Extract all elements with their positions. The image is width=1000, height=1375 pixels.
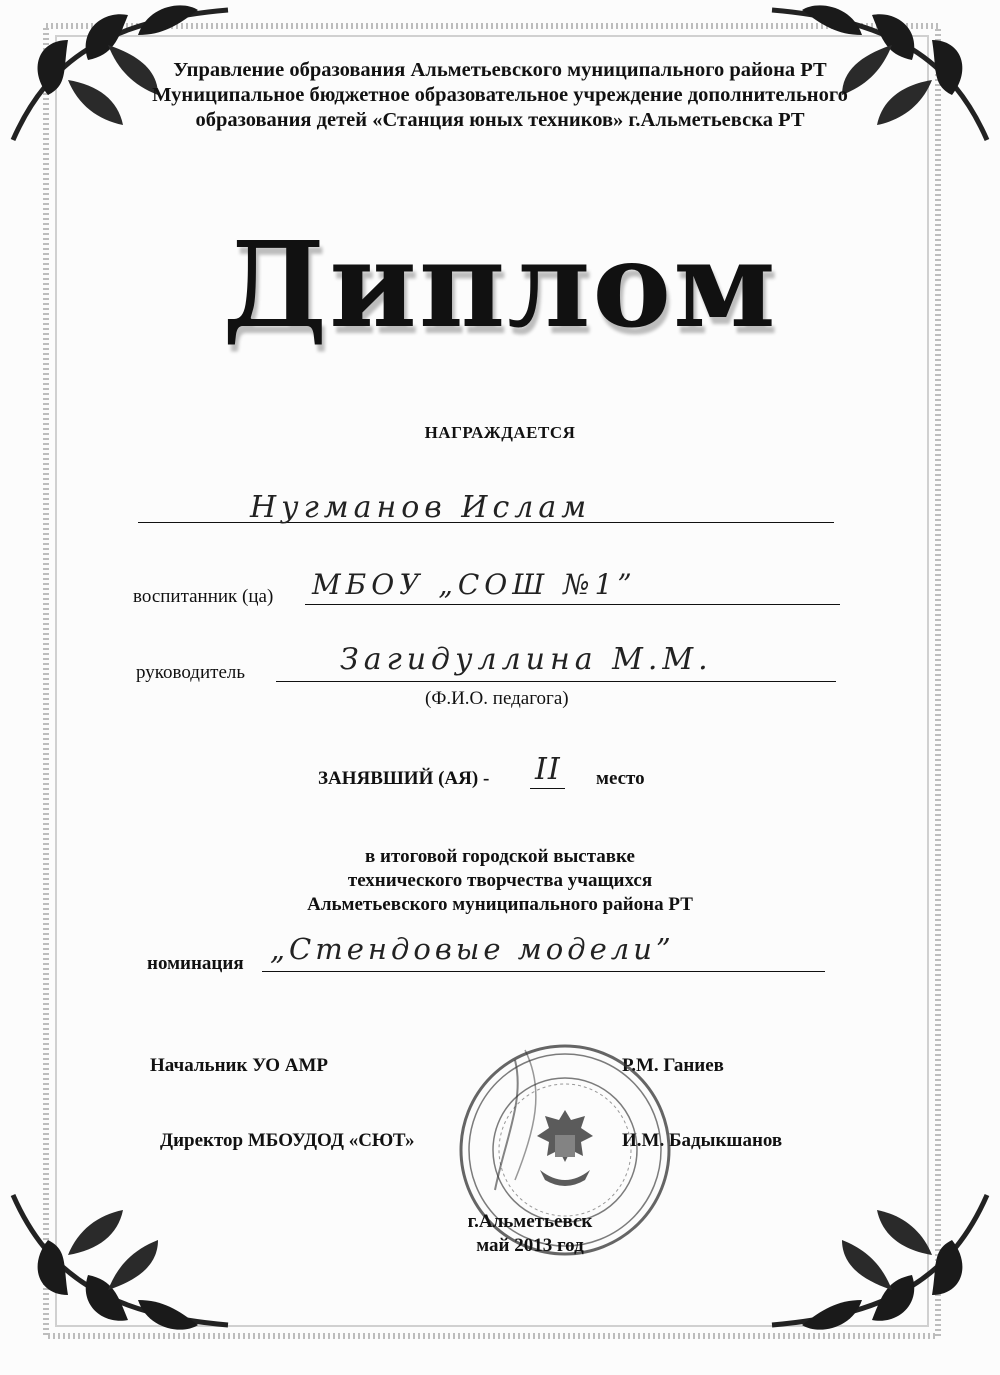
supervisor-name: Загидуллина М.М. (340, 642, 713, 677)
nomination-value: „Стендовые модели” (270, 932, 675, 966)
nomination-underline (262, 971, 825, 972)
issuer-line-1: Управление образования Альметьевского муниципального района РТ (173, 59, 827, 81)
issuer-line-2: Муниципальное бюджетное образовательное учреждение дополнительного (152, 84, 848, 106)
signatory-2-title: Директор МБОУДОД «СЮТ» (160, 1130, 415, 1151)
event-line-2: технического творчества учащихся (347, 870, 653, 891)
student-school: МБОУ „СОШ №1” (312, 568, 637, 601)
place-label: ЗАНЯВШИЙ (АЯ) - (318, 768, 490, 789)
corner-ornament-bottom-left-icon (8, 1185, 238, 1335)
issuer-line-3: образования детей «Станция юных техников» г.Альметьевска РТ (195, 109, 805, 131)
awarded-heading: НАГРАЖДАЕТСЯ (424, 423, 576, 442)
event-line-3: Альметьевского муниципального района РТ (307, 894, 693, 915)
supervisor-label: руководитель (136, 662, 246, 683)
nomination-label: номинация (147, 953, 244, 974)
footer (30, 1210, 1000, 1258)
supervisor-underline (276, 681, 836, 682)
event-line-1: в итоговой городской выставке (365, 846, 635, 867)
footer-date: май 2013 год (476, 1235, 584, 1256)
place-underline (530, 788, 565, 789)
recipient-name: Нугманов Ислам (250, 490, 592, 525)
signatory-1-title: Начальник УО АМР (150, 1055, 328, 1076)
corner-ornament-bottom-right-icon (762, 1185, 992, 1335)
event-description (0, 845, 1000, 917)
place-suffix: место (596, 768, 645, 789)
student-underline (305, 604, 840, 605)
issuer-header (0, 58, 1000, 133)
signatory-1-name: Р.М. Ганиев (622, 1055, 724, 1076)
student-label: воспитанник (ца) (133, 586, 274, 607)
signatory-2-name: И.М. Бадыкшанов (622, 1130, 783, 1151)
footer-city: г.Альметьевск (467, 1211, 593, 1232)
diploma-title: Диплом (222, 215, 778, 354)
supervisor-caption: (Ф.И.О. педагога) (425, 688, 569, 709)
place-value: II (535, 752, 561, 787)
